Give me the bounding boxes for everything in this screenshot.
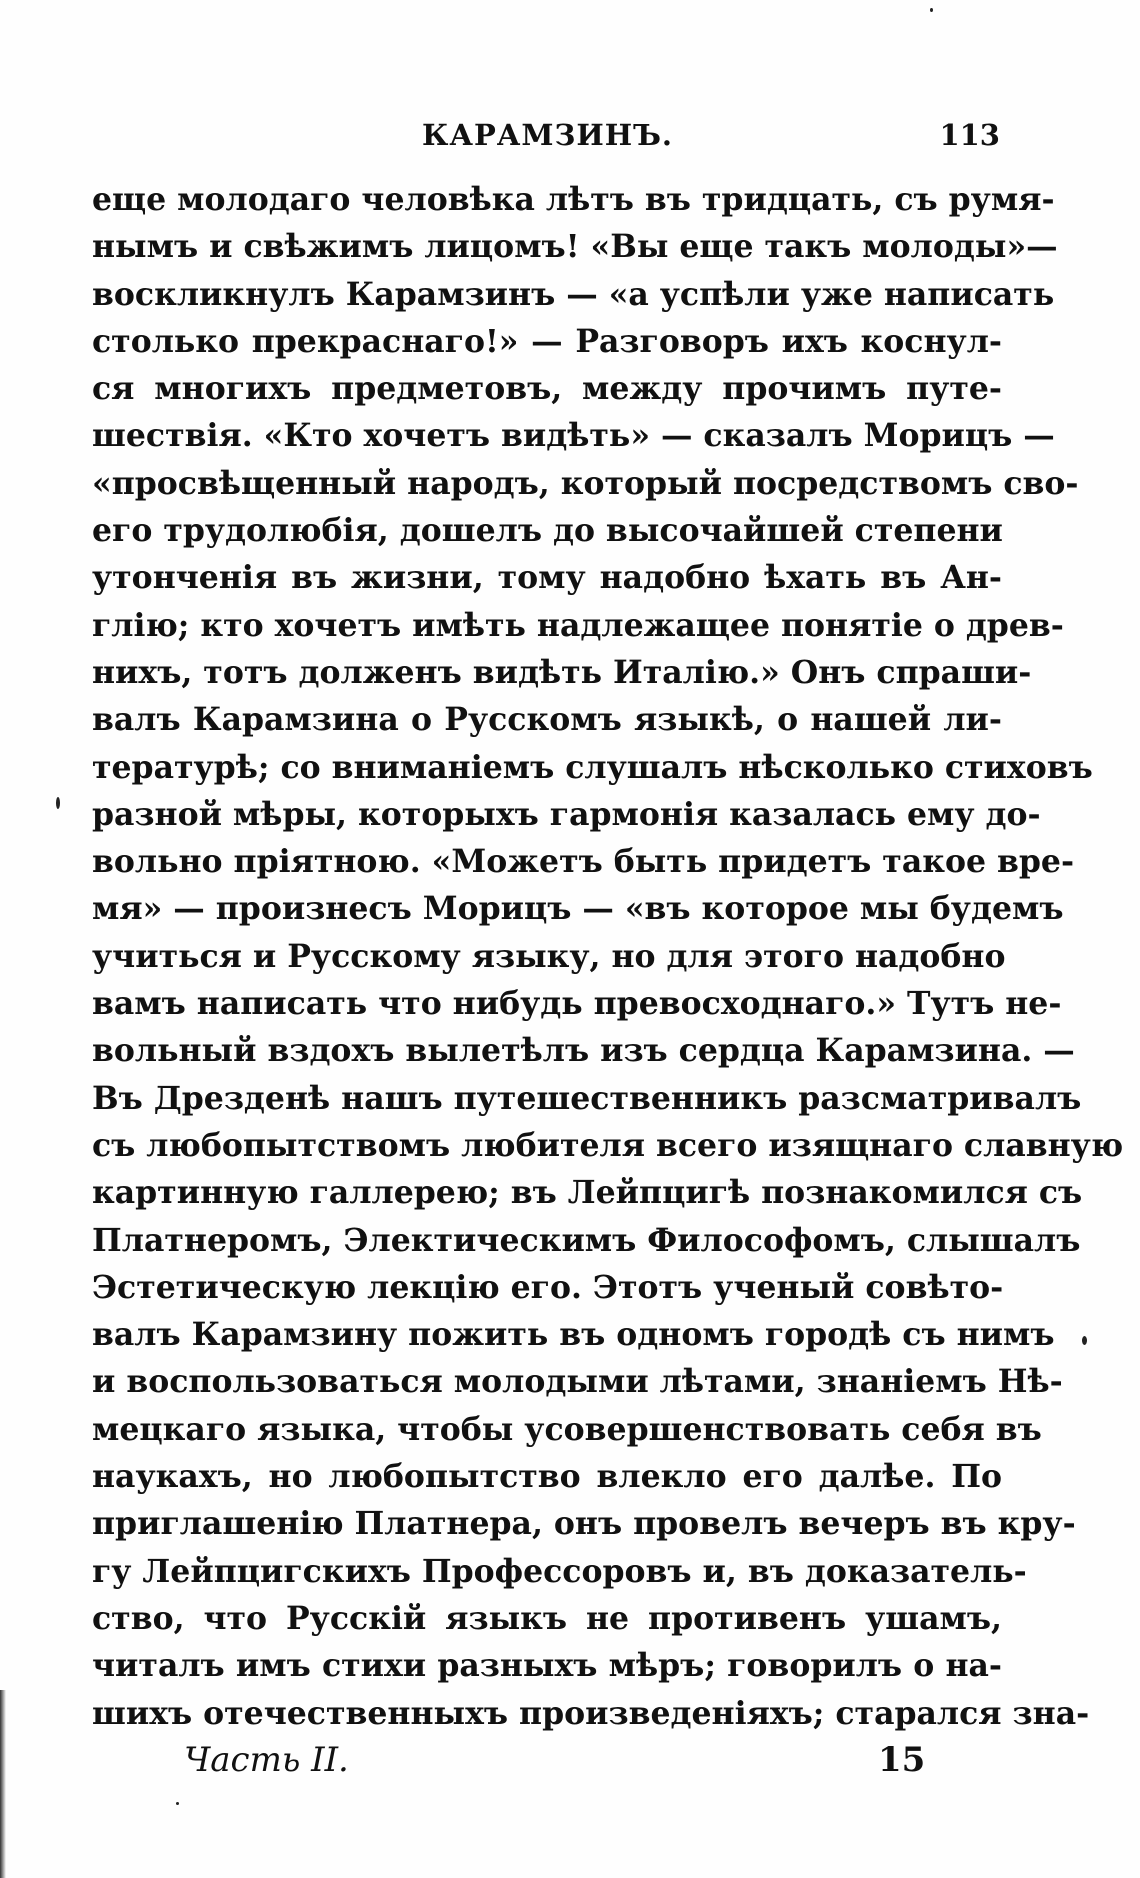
running-header — [95, 118, 1000, 158]
text-line: приглашенію Платнера, онъ провелъ вечеръ въ кру- — [92, 1505, 1076, 1543]
text-line: картинную галлерею; въ Лейпцигѣ познакомился съ — [92, 1174, 1083, 1212]
text-line: воскликнулъ Карамзинъ — «а успѣли уже написать — [92, 275, 1055, 313]
volume-part: Часть II. — [184, 1740, 349, 1780]
text-line: мецкаго языка, чтобы усовершенствовать себя въ — [92, 1410, 1042, 1448]
body-text — [92, 176, 1124, 1737]
text-line: глію; кто хочетъ имѣть надлежащее понятіе о древ- — [92, 606, 1064, 644]
text-line: гу Лейпцигскихъ Профессоровъ и, въ доказатель- — [92, 1552, 1027, 1590]
ink-speck — [930, 8, 933, 12]
text-line: еще молодаго человѣка лѣтъ въ тридцать, съ румя- — [92, 181, 1055, 218]
text-line: мя» — произнесъ Морицъ — «въ которое мы будемъ — [92, 890, 1064, 928]
text-line: ся многихъ предметовъ, между прочимъ путе- — [92, 370, 1002, 408]
text-line: ство, что Русскій языкъ не противенъ ушамъ, — [92, 1599, 1002, 1637]
text-line: нымъ и свѣжимъ лицомъ! «Вы еще такъ молоды»— — [92, 228, 1058, 266]
text-line: валъ Карамзину пожить въ одномъ городѣ съ нимъ — [92, 1316, 1055, 1354]
text-line: учиться и Русскому языку, но для этого надобно — [92, 937, 1006, 975]
text-line: шествія. «Кто хочетъ видѣть» — сказалъ Морицъ — — [92, 417, 1055, 455]
text-line: Платнеромъ, Электическимъ Философомъ, слышалъ — [92, 1221, 1081, 1259]
text-line: шихъ отечественныхъ произведеніяхъ; старался зна- — [92, 1694, 1090, 1732]
page-edge-shadow — [0, 1690, 6, 1878]
page-footer — [92, 1740, 1002, 1790]
text-line: валъ Карамзина о Русскомъ языкѣ, о нашей ли- — [92, 701, 1002, 739]
text-line: его трудолюбія, дошелъ до высочайшей степени — [92, 512, 1003, 550]
text-line: съ любопытствомъ любителя всего изящнаго славную — [92, 1126, 1124, 1164]
text-line: столько прекраснаго!» — Разговоръ ихъ коснул- — [92, 322, 1002, 360]
text-line: и воспользоваться молодыми лѣтами, знаніемъ Нѣ- — [92, 1363, 1063, 1401]
ink-speck — [176, 1802, 179, 1805]
text-line: утонченія въ жизни, тому надобно ѣхать въ Ан- — [92, 559, 1002, 597]
signature-mark: 15 — [878, 1740, 926, 1780]
text-line: нихъ, тотъ долженъ видѣть Италію.» Онъ спраши- — [92, 653, 1032, 691]
page-number: 113 — [939, 118, 1000, 152]
text-line: вольно пріятною. «Можетъ быть придетъ такое вре- — [92, 843, 1075, 881]
text-line: читалъ имъ стихи разныхъ мѣръ; говорилъ о на- — [92, 1647, 1002, 1685]
ink-speck — [56, 797, 60, 809]
text-line: вамъ написать что нибудь превосходнаго.» Тутъ не- — [92, 985, 1062, 1023]
text-line: тературѣ; со вниманіемъ слушалъ нѣсколько стиховъ — [92, 748, 1093, 786]
text-line: разной мѣры, которыхъ гармонія казалась ему до- — [92, 795, 1041, 833]
ink-speck — [1082, 1336, 1087, 1345]
text-line: вольный вздохъ вылетѣлъ изъ сердца Карамзина. — — [92, 1032, 1075, 1070]
running-title: КАРАМЗИНЪ. — [421, 118, 674, 152]
text-line: «просвѣщенный народъ, который посредствомъ сво- — [92, 464, 1079, 502]
text-line: Въ Дрезденѣ нашъ путешественникъ разсматривалъ — [92, 1079, 1082, 1117]
text-line: наукахъ, но любопытство влекло его далѣе. По — [92, 1458, 1002, 1496]
text-line: Эстетическую лекцію его. Этотъ ученый совѣто- — [92, 1268, 1004, 1306]
